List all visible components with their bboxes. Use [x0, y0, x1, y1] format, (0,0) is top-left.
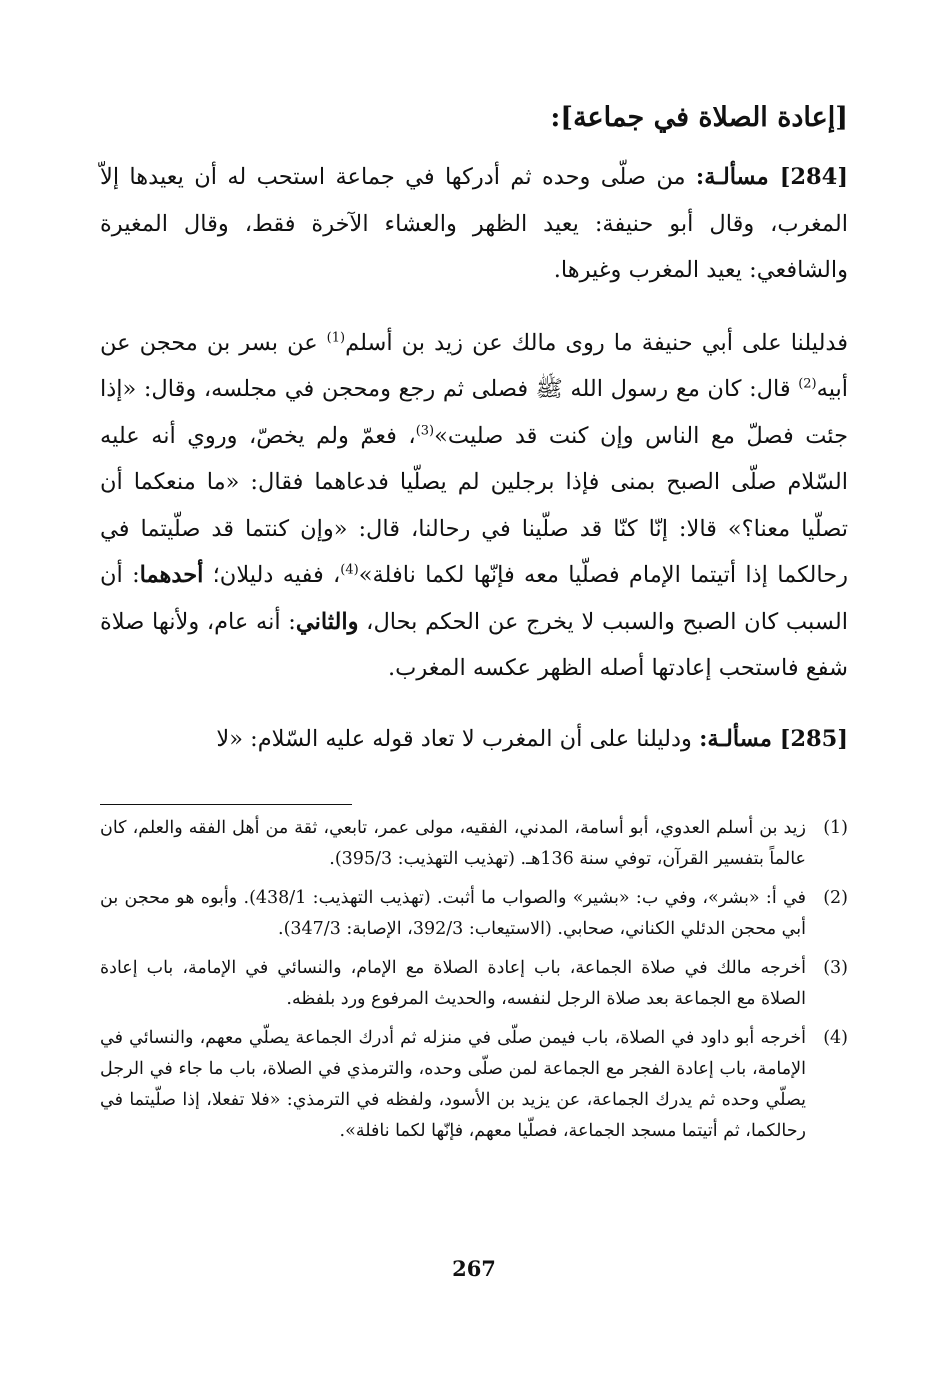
spacer: [100, 294, 848, 320]
footnote-number: (3): [823, 958, 848, 978]
evidence-first-term: أحدهما: [139, 562, 204, 588]
evidence-paragraph: [100, 320, 848, 692]
evidence-text-1: فدليلنا على أبي حنيفة ما روى مالك عن زيد بن أسلم: [345, 329, 848, 356]
footnote-1: [100, 813, 848, 875]
issue-284-text: من صلّى وحده ثم أدركها في جماعة استحب له أن يعيدها إلاّ المغرب، وقال أبو حنيفة: يعيد الظهر والعشاء الآخرة فقط، وقال المغيرة والشافعي: يعيد المغرب وغيرها.: [100, 164, 848, 283]
page-number: 267: [452, 1256, 496, 1281]
evidence-text-7: : أنه عام، ولأنها صلاة شفع فاستحب إعادتها أصله الظهر عكسه المغرب.: [100, 608, 848, 681]
evidence-text-5: ، ففيه دليلان؛: [203, 562, 341, 588]
evidence-second-term: والثاني: [295, 608, 359, 635]
issue-285-label: [285] مسألـة:: [699, 725, 848, 752]
spacer: [100, 692, 848, 716]
section-heading: [إعادة الصلاة في جماعة]:: [550, 102, 848, 133]
footnote-number: (1): [823, 818, 848, 838]
issue-284-label: [284] مسألـة:: [695, 164, 848, 190]
footnote-text: في أ: «بشر»، وفي ب: «بشير» والصواب ما أثبت. (تهذيب التهذيب: 438/1). وأبوه هو محجن بن أبي محجن الدئلي الكناني، صحابي. (الاستيعاب: 392/3، الإصابة: 347/3).: [100, 888, 806, 939]
footnote-ref-1: (1): [326, 330, 346, 345]
footnote-separator: [100, 804, 352, 805]
footnote-text: أخرجه أبو داود في الصلاة، باب فيمن صلّى في منزله ثم أدرك الجماعة يصلّي معهم، والنسائي في الإمامة، باب إعادة الفجر مع الجماعة لمن صلّى وحده، والترمذي في الصلاة، باب ما جاء في الرجل يصلّي وحده ثم يدرك الجماعة، عن يزيد بن الأسود، ولفظه في الترمذي: «فلا تفعلا، إذا صلّيتما في رحالكما، ثم أتيتما مسجد الجماعة، فصلّيا معهم، فإنّها لكما نافلة».: [100, 1028, 806, 1141]
footnote-ref-3: (3): [415, 423, 435, 438]
footnote-2: [100, 883, 848, 945]
evidence-text-3: قال: كان مع رسول الله ﷺ فصلى ثم رجع ومحجن في مجلسه، وقال: «إذا جئت فصلّ مع الناس وإن كنت قد صليت»: [100, 376, 848, 449]
evidence-text-2: عن بسر بن محجن عن أبيه: [100, 329, 848, 402]
footnote-text: زيد بن أسلم العدوي، أبو أسامة، المدني، الفقيه، مولى عمر، تابعي، ثقة من أهل الفقه والعلم، كان عالماً بتفسير القرآن، توفي سنة 136هـ. (تهذيب التهذيب: 395/3).: [100, 818, 806, 869]
issue-285-paragraph: [100, 716, 848, 763]
evidence-text-6: : أن السبب كان الصبح والسبب لا يخرج عن الحكم بحال،: [100, 562, 848, 635]
footnote-number: (4): [823, 1028, 848, 1048]
footnote-ref-4: (4): [340, 562, 359, 578]
footnote-number: (2): [823, 888, 848, 908]
issue-285-text: ودليلنا على أن المغرب لا تعاد قوله عليه السّلام: «لا: [216, 725, 700, 752]
evidence-text-4: ، فعمّ ولم يخصّ، وروي أنه عليه السّلام صلّى الصبح بمنى فإذا برجلين لم يصلّيا فدعاهما فقال: «ما منعكما أن تصلّيا معنا؟» قالا: إنّا كنّا قد صلّينا في رحالنا، قال: «وإن كنتما قد صلّيتما في رحالكما إذا أتيتما الإمام فصلّيا معه فإنّها لكما نافلة»: [100, 422, 848, 588]
footnote-text: أخرجه مالك في صلاة الجماعة، باب إعادة الصلاة مع الإمام، والنسائي في الإمامة، باب إعادة الصلاة مع الجماعة بعد صلاة الرجل لنفسه، والحديث المرفوع ورد بلفظه.: [100, 958, 806, 1009]
footnote-ref-2: (2): [798, 376, 817, 392]
footnote-4: [100, 1023, 848, 1147]
issue-284-paragraph: [100, 154, 848, 294]
footnote-3: [100, 953, 848, 1015]
footnotes: [100, 813, 848, 1147]
